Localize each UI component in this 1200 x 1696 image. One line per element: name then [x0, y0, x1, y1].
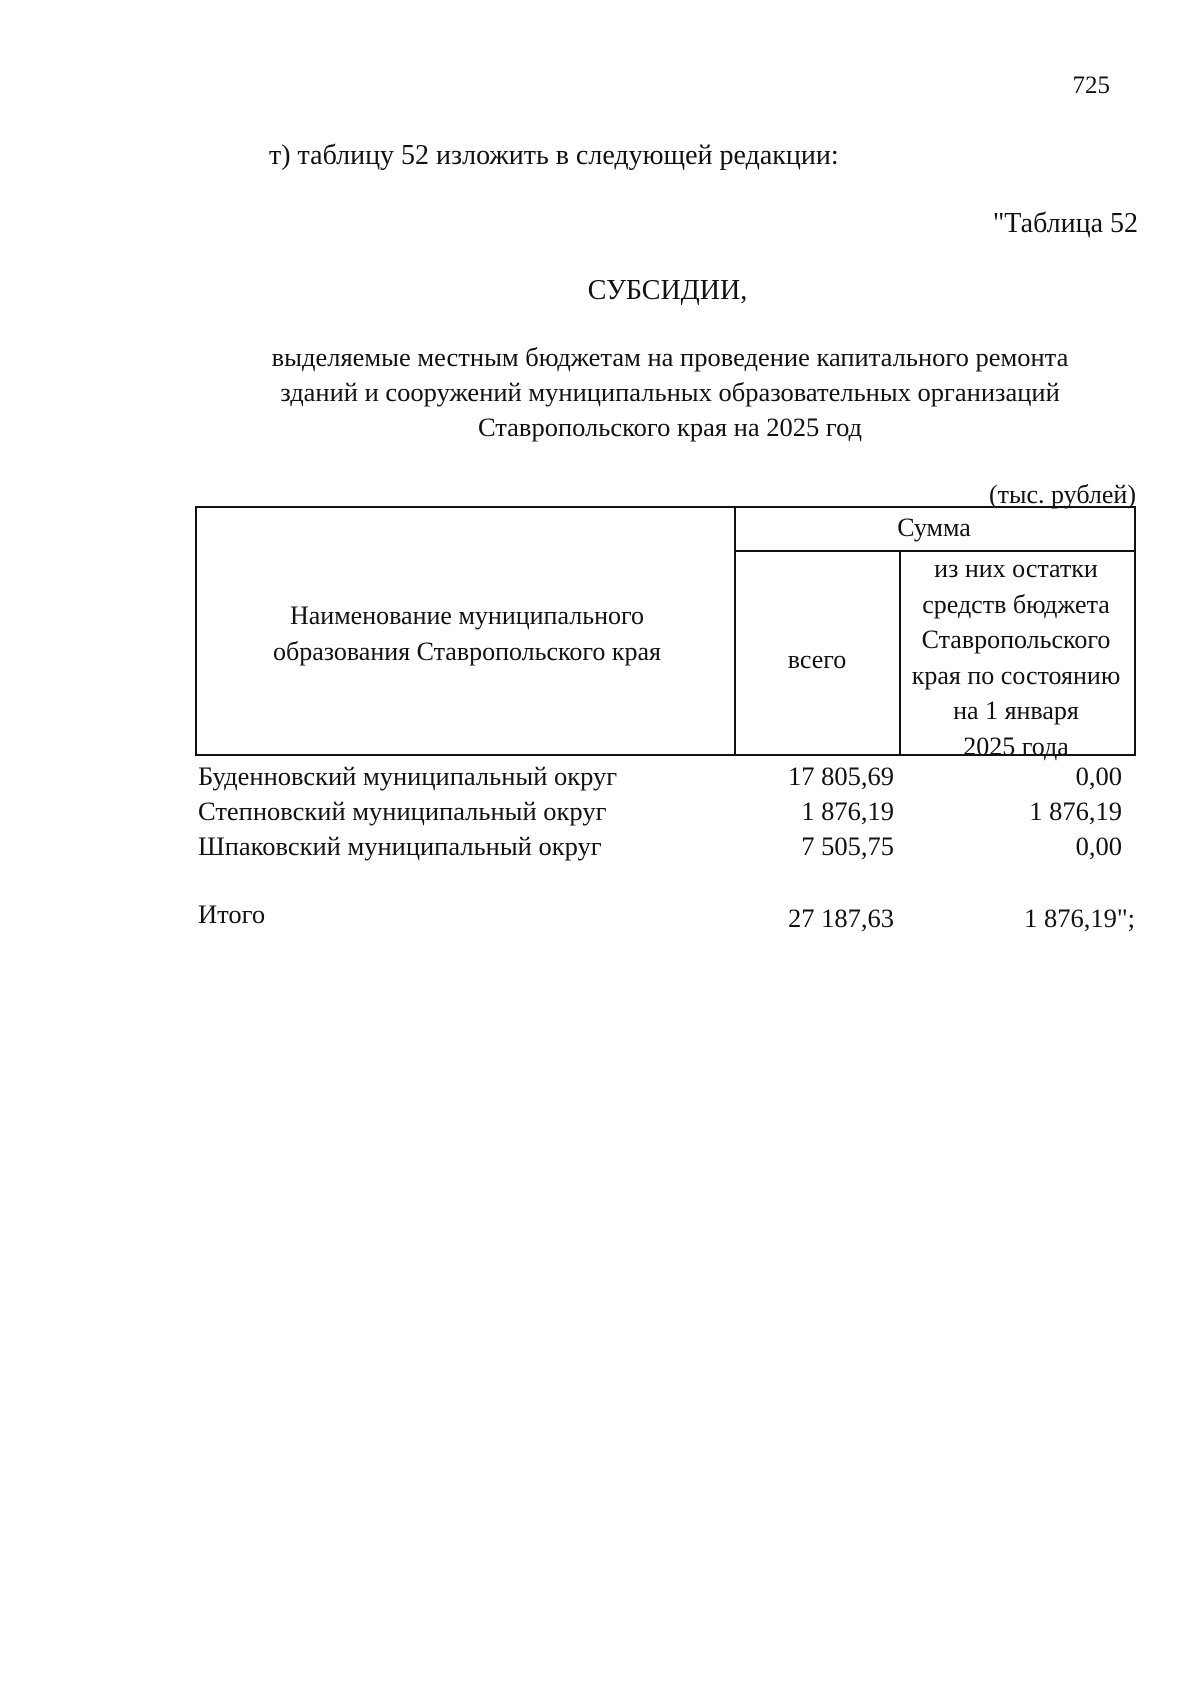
- units-label: (тыс. рублей): [988, 480, 1136, 509]
- header-remain-line: средств бюджета: [922, 589, 1110, 619]
- row-total: 7 505,75: [801, 831, 894, 861]
- document-title: СУБСИДИИ,: [587, 275, 748, 306]
- subtitle-line: зданий и сооружений муниципальных образовательных организаций: [280, 377, 1060, 407]
- header-remain-line: 2025 года: [963, 731, 1069, 761]
- row-name: Буденновский муниципальный округ: [198, 761, 618, 791]
- header-name-line: Наименование муниципального: [289, 601, 645, 630]
- column-divider: [734, 508, 736, 754]
- header-remain-line: из них остатки: [934, 554, 1098, 583]
- page-number: 725: [1072, 72, 1110, 99]
- header-remain-line: Ставропольского: [921, 625, 1111, 654]
- intro-text: т) таблицу 52 изложить в следующей редакции:: [269, 140, 839, 171]
- header-name-line: образования Ставропольского края: [272, 637, 662, 666]
- summary-name: Итого: [198, 899, 266, 929]
- header-sum: Сумма: [897, 513, 971, 542]
- header-remain: [898, 551, 1134, 764]
- row-remain: 0,00: [1075, 761, 1122, 791]
- summary-total: 27 187,63: [788, 903, 894, 933]
- document-subtitle: [230, 340, 1110, 445]
- header-remain-line: края по состоянию: [911, 660, 1121, 690]
- header-total: всего: [787, 645, 847, 674]
- subtitle-line: Ставропольского края на 2025 год: [477, 412, 863, 442]
- summary-remain: 1 876,19";: [1024, 903, 1135, 933]
- row-total: 17 805,69: [788, 761, 894, 791]
- row-total: 1 876,19: [801, 796, 894, 826]
- row-remain: 1 876,19: [1029, 796, 1122, 826]
- header-name: [237, 598, 697, 670]
- table-label: "Таблица 52: [992, 208, 1138, 239]
- header-remain-line: на 1 января: [953, 696, 1079, 725]
- row-name: Шпаковский муниципальный округ: [198, 831, 602, 861]
- row-remain: 0,00: [1075, 831, 1122, 861]
- subtitle-line: выделяемые местным бюджетам на проведение капитального ремонта: [271, 342, 1069, 372]
- row-name: Степновский муниципальный округ: [198, 796, 607, 826]
